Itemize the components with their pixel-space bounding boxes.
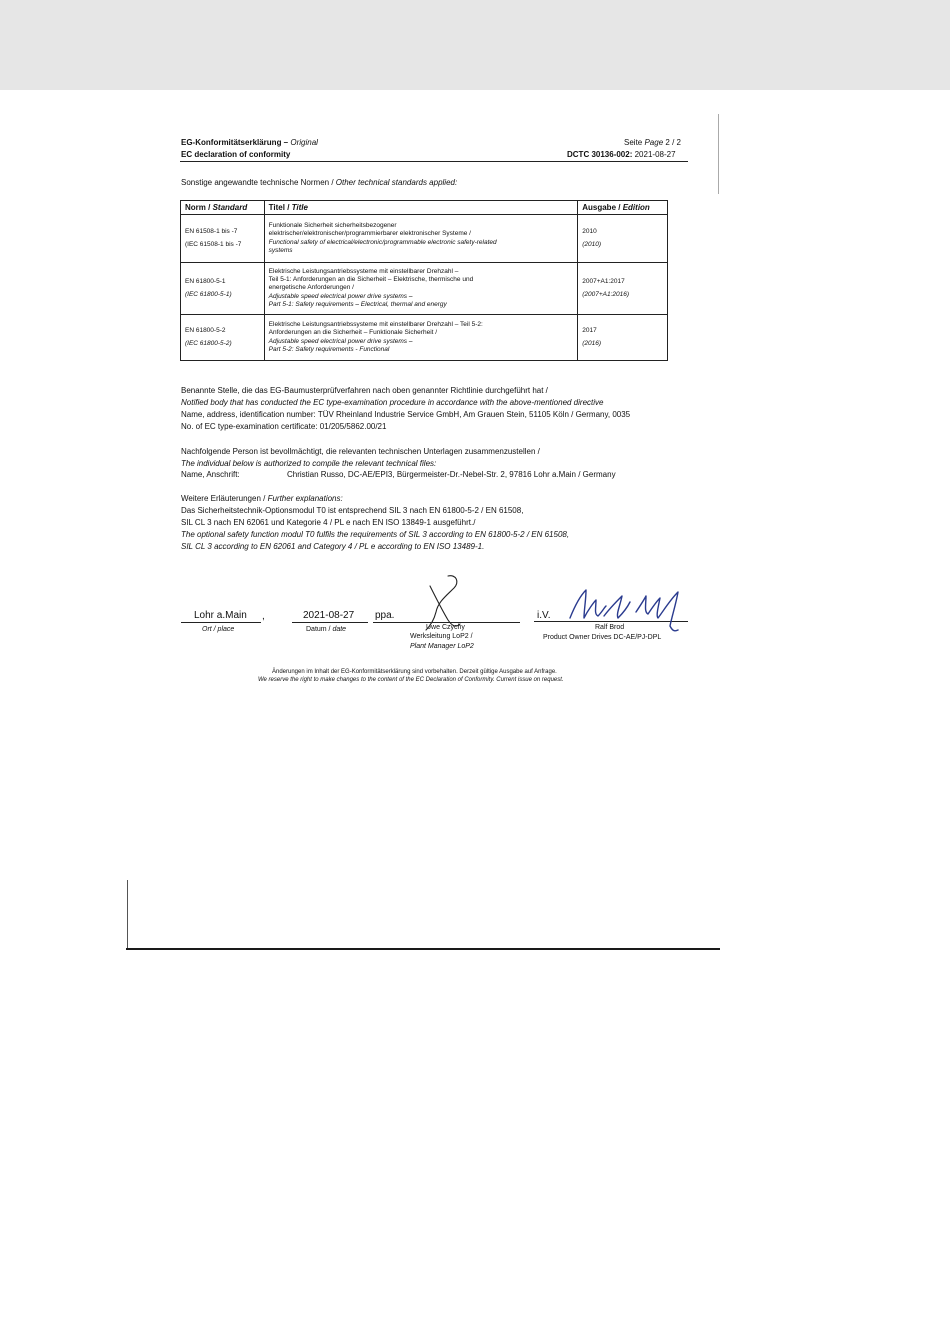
- table-row: [181, 315, 668, 361]
- title-de: Funktionale Sicherheit sicherheitsbezogener: [268, 221, 397, 229]
- authorized-name-label: Name, Anschrift:: [181, 470, 240, 479]
- page-label-en: Page: [644, 138, 664, 147]
- iv-label: i.V.: [537, 610, 551, 621]
- title-cell: [264, 263, 578, 315]
- signature-czychy-handwritten: [408, 572, 468, 632]
- table-row: [181, 215, 668, 263]
- title-en: Adjustable speed electrical power drive systems –: [268, 337, 413, 345]
- signer2-name: Ralf Brod: [595, 624, 625, 631]
- notified-body-address: Name, address, identification number: TÜV Rheinland Industrie Service GmbH, Am Grauen Stein, 51105 Köln / Germany, 0035: [181, 410, 631, 419]
- explanations-heading: [181, 494, 343, 504]
- col-header-title-en: Title: [291, 203, 308, 212]
- explanations-heading-de: Weitere Erläuterungen /: [181, 494, 266, 503]
- date-label: Datum / date: [306, 626, 347, 633]
- notified-body-line-de: Benannte Stelle, die das EG-Baumusterprüfverfahren nach oben genannter Richtlinie durchgeführt hat /: [181, 386, 548, 395]
- edition-cell: [578, 263, 668, 315]
- place-comma: ,: [262, 611, 265, 622]
- page-value: 2 / 2: [665, 138, 681, 147]
- standards-intro-de: Sonstige angewandte technische Normen /: [181, 178, 334, 187]
- top-gray-band: [0, 0, 950, 90]
- edition-iec: (2007+A1:2016): [582, 290, 630, 298]
- norm-cell: [181, 263, 265, 315]
- notified-body-line-en: Notified body that has conducted the EC type-examination procedure in accordance with the above-mentioned directive: [181, 398, 604, 407]
- signer1-role-en: Plant Manager LoP2: [410, 643, 474, 650]
- edition-cell: [578, 215, 668, 263]
- doc-id: [567, 150, 676, 160]
- authorized-line-de: Nachfolgende Person ist bevollmächtigt, die relevanten technischen Unterlagen zusammenzustellen /: [181, 447, 540, 456]
- doc-id-date: 2021-08-27: [634, 150, 676, 159]
- doc-title-de-text: EG-Konformitätserklärung –: [181, 138, 289, 147]
- norm-cell: [181, 215, 265, 263]
- explanation-line: Das Sicherheitstechnik-Optionsmodul T0 ist entsprechend SIL 3 nach EN 61800-5-2 / EN 61508,: [181, 506, 524, 515]
- edition-iec: (2016): [582, 339, 602, 347]
- title-de: elektrischer/elektronischer/programmierbarer elektronischer Systeme /: [268, 230, 471, 238]
- edition-cell: [578, 315, 668, 361]
- date-value: 2021-08-27: [303, 610, 355, 621]
- norm-iec: (IEC 61508-1 bis -7: [185, 240, 242, 248]
- title-en: Part 5-1: Safety requirements – Electrical, thermal and energy: [268, 300, 447, 308]
- explanations-heading-en: Further explanations:: [267, 494, 343, 503]
- signer1-name: Uwe Czychy: [426, 624, 465, 631]
- norm-iec: (IEC 61800-5-2): [185, 339, 232, 347]
- title-de: Teil 5-1: Anforderungen an die Sicherheit – Elektrische, thermische und: [268, 276, 474, 284]
- table-row: [181, 263, 668, 315]
- place-signature-line: [181, 622, 261, 623]
- col-header-norm-de: Norm /: [185, 203, 211, 212]
- scan-edge-mark: [127, 880, 128, 950]
- title-cell: [264, 315, 578, 361]
- norm-cell: [181, 315, 265, 361]
- page-label-de: Seite: [624, 138, 643, 147]
- place-value: Lohr a.Main: [194, 610, 247, 621]
- edition-en: 2010: [582, 228, 597, 236]
- explanation-line: The optional safety function modul T0 fulfils the requirements of SIL 3 according to EN 61800-5-2 / EN 61508,: [181, 530, 570, 539]
- authorized-name-value: Christian Russo, DC-AE/EPI3, Bürgermeister-Dr.-Nebel-Str. 2, 97816 Lohr a.Main / Germany: [287, 470, 616, 479]
- authorized-line-en: The individual below is authorized to compile the relevant technical files:: [181, 459, 437, 468]
- edition-iec: (2010): [582, 240, 602, 248]
- scan-edge-mark: [718, 114, 719, 194]
- norm-iec: (IEC 61800-5-1): [185, 290, 232, 298]
- title-de: Elektrische Leistungsantriebssysteme mit einstellbarer Drehzahl –: [268, 267, 459, 275]
- table-header-row: [181, 201, 668, 215]
- title-de: Elektrische Leistungsantriebssysteme mit einstellbarer Drehzahl – Teil 5-2:: [268, 320, 483, 328]
- norm-en: EN 61508-1 bis -7: [185, 228, 238, 236]
- signer1-role-de: Werksleitung LoP2 /: [410, 633, 473, 640]
- footer-note-en: We reserve the right to make changes to the content of the EC Declaration of Conformity. Current issue on request.: [258, 677, 564, 683]
- standards-intro-en: Other technical standards applied:: [335, 178, 458, 187]
- scan-bottom-edge: [126, 948, 720, 950]
- explanation-line: SIL CL 3 nach EN 62061 und Kategorie 4 / PL e nach EN ISO 13849-1 ausgeführt./: [181, 518, 476, 527]
- header-divider: [180, 161, 688, 162]
- standards-intro: [181, 178, 457, 188]
- col-header-norm: [181, 201, 265, 215]
- edition-en: 2007+A1:2017: [582, 278, 625, 286]
- page-number: [624, 138, 681, 148]
- title-en: Part 5-2: Safety requirements - Functional: [268, 345, 390, 353]
- edition-en: 2017: [582, 327, 597, 335]
- norm-en: EN 61800-5-2: [185, 327, 226, 335]
- col-header-edition-de: Ausgabe /: [582, 203, 621, 212]
- doc-title-en: EC declaration of conformity: [181, 150, 291, 159]
- title-en: Adjustable speed electrical power drive systems –: [268, 292, 413, 300]
- explanation-line: SIL CL 3 according to EN 62061 and Category 4 / PL e according to EN ISO 13489-1.: [181, 542, 485, 551]
- title-de: energetische Anforderungen /: [268, 284, 354, 292]
- standards-table: [180, 200, 668, 361]
- doc-title-original: Original: [290, 138, 318, 147]
- signature-brod-handwritten: [566, 586, 690, 636]
- footer-note-de: Änderungen im Inhalt der EG-Konformitätserklärung sind vorbehalten. Derzeit gültige Ausgabe auf Anfrage.: [272, 669, 557, 675]
- norm-en: EN 61800-5-1: [185, 278, 226, 286]
- doc-id-code: DCTC 30136-002:: [567, 150, 633, 159]
- title-en: systems: [268, 246, 293, 254]
- signer2-role: Product Owner Drives DC-AE/PJ-DPL: [543, 634, 662, 641]
- col-header-title: [264, 201, 578, 215]
- col-header-edition: [578, 201, 668, 215]
- title-de: Anforderungen an die Sicherheit – Funktionale Sicherheit /: [268, 329, 438, 337]
- ppa-label: ppa.: [375, 610, 395, 621]
- col-header-norm-en: Standard: [212, 203, 248, 212]
- certificate-number: No. of EC type-examination certificate: 01/205/5862.00/21: [181, 422, 387, 431]
- date-signature-line: [292, 622, 368, 623]
- col-header-edition-en: Edition: [622, 203, 650, 212]
- title-cell: [264, 215, 578, 263]
- title-en: Functional safety of electrical/electronic/programmable electronic safety-related: [268, 238, 497, 246]
- col-header-title-de: Titel /: [268, 203, 290, 212]
- doc-title-de: [181, 138, 318, 148]
- place-label: Ort / place: [202, 626, 235, 633]
